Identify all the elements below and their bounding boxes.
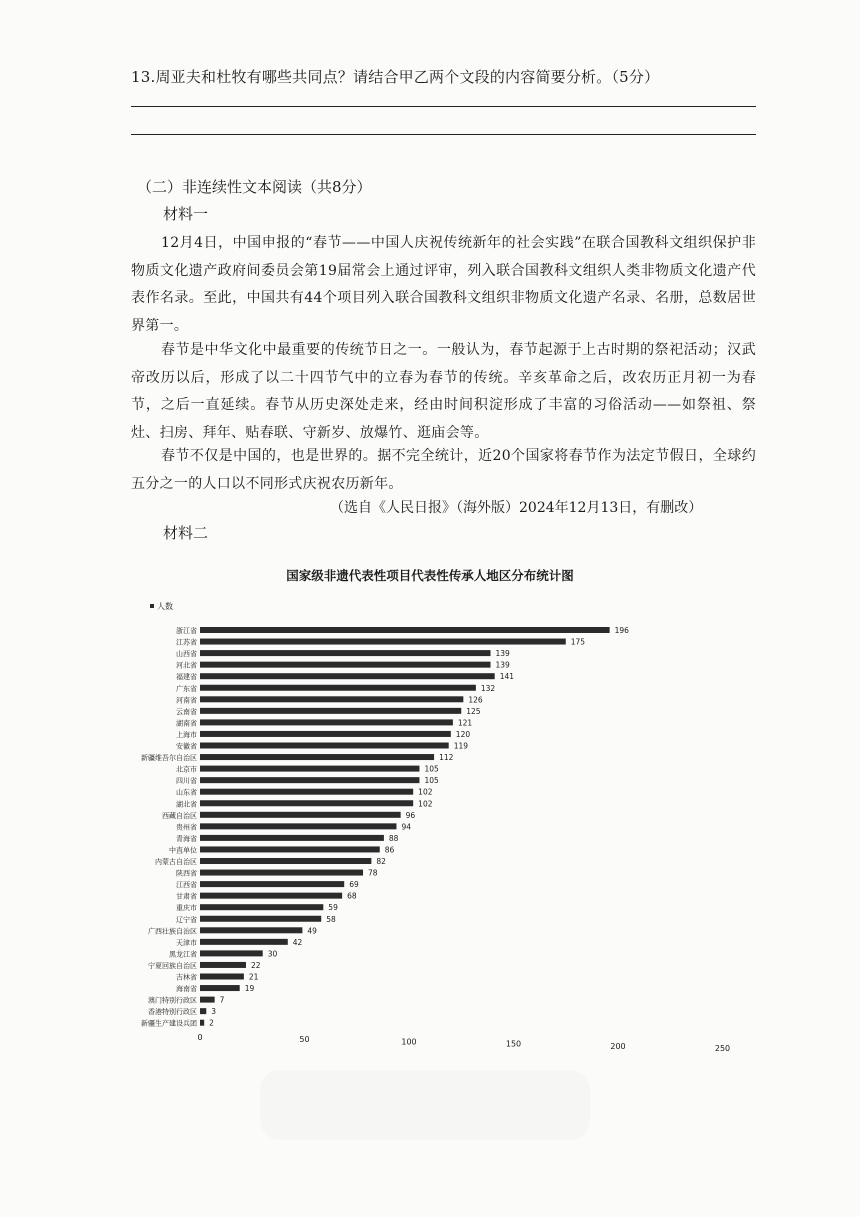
- bar: [200, 835, 384, 841]
- category-label: 宁夏回族自治区: [148, 961, 197, 970]
- bar: [200, 754, 434, 760]
- x-tick-label: 0: [197, 1033, 203, 1042]
- question-13: 13.周亚夫和杜牧有哪些共同点？请结合甲乙两个文段的内容简要分析。（5分）: [131, 68, 660, 86]
- chart-title: 国家级非遗代表性项目代表性传承人地区分布统计图: [286, 568, 574, 583]
- data-label: 82: [376, 857, 386, 866]
- x-tick-label: 100: [401, 1037, 417, 1047]
- bar: [200, 719, 453, 725]
- x-tick-label: 250: [714, 1044, 731, 1053]
- category-label: 云南省: [176, 707, 197, 716]
- bar: [200, 858, 371, 864]
- data-label: 112: [439, 753, 454, 763]
- paragraph-1: 12月4日，中国申报的“春节——中国人庆祝传统新年的社会实践”在联合国教科文组织保护非物质文化遗产政府间委员会第19届常会上通过评审，列入联合国教科文组织人类非物质文化遗产代表作名录。至此，中国共有44个项目列入联合国教科文组织非物质文化遗产名录、名册，总数居世界第一。: [131, 235, 756, 334]
- legend-label: 人数: [157, 602, 173, 611]
- category-label: 天津市: [176, 938, 197, 947]
- bar: [200, 939, 288, 945]
- category-label: 西藏自治区: [162, 811, 197, 820]
- category-label: 香港特别行政区: [148, 1008, 197, 1017]
- bar: [200, 650, 491, 656]
- x-tick-label: 200: [610, 1041, 626, 1051]
- data-label: 120: [455, 729, 471, 739]
- bar: [200, 685, 476, 691]
- data-label: 102: [418, 787, 433, 797]
- category-label: 江西省: [176, 881, 197, 890]
- category-label: 新疆维吾尔自治区: [141, 754, 197, 763]
- category-label: 甘肃省: [176, 892, 197, 901]
- category-label: 贵州省: [176, 823, 197, 832]
- bar: [200, 789, 413, 795]
- bar: [200, 997, 215, 1003]
- data-label: 30: [267, 949, 278, 959]
- data-label: 78: [368, 868, 378, 878]
- bar: [200, 904, 323, 910]
- category-label: 四川省: [176, 777, 197, 786]
- bar: [200, 881, 344, 887]
- x-tick-label: 50: [299, 1035, 310, 1045]
- bar: [200, 962, 246, 968]
- bar: [200, 777, 419, 783]
- category-label: 青海省: [176, 834, 197, 843]
- data-label: 121: [457, 718, 473, 728]
- data-label: 119: [453, 741, 469, 751]
- bar: [200, 950, 263, 956]
- data-label: 139: [495, 660, 510, 670]
- data-label: 105: [424, 776, 439, 786]
- bar: [200, 627, 610, 633]
- bar: [200, 823, 396, 829]
- category-label: 内蒙古自治区: [155, 858, 197, 866]
- bar: [200, 916, 321, 922]
- data-label: 59: [328, 903, 338, 913]
- bar: [200, 662, 491, 668]
- bar: [200, 743, 449, 749]
- category-label: 江苏省: [176, 638, 197, 647]
- data-label: 86: [384, 845, 395, 855]
- data-label: 125: [466, 706, 481, 716]
- data-label: 49: [307, 926, 317, 936]
- data-label: 88: [388, 833, 399, 843]
- category-label: 湖南省: [176, 719, 197, 728]
- data-label: 68: [347, 891, 357, 901]
- material-1-label: 材料一: [163, 205, 209, 223]
- category-label: 湖北省: [176, 800, 197, 809]
- bar: [200, 673, 495, 679]
- bar: [200, 1020, 204, 1026]
- data-label: 126: [468, 695, 483, 705]
- category-label: 吉林省: [176, 973, 197, 982]
- data-label: 102: [418, 799, 433, 809]
- bar: [200, 696, 463, 702]
- paragraph-3: 春节不仅是中国的，也是世界的。据不完全统计，近20个国家将春节作为法定节假日，全球约五分之一的人口以不同形式庆祝农历新年。: [131, 448, 756, 492]
- bar: [200, 927, 302, 933]
- bar: [200, 893, 342, 899]
- data-label: 139: [495, 649, 510, 659]
- source-citation: （选自《人民日报》（海外版）2024年12月13日，有删改）: [330, 500, 703, 516]
- data-label: 42: [292, 937, 303, 947]
- category-label: 安徽省: [176, 742, 197, 751]
- category-label: 山东省: [176, 788, 197, 797]
- data-label: 96: [405, 810, 416, 820]
- category-label: 福建省: [176, 673, 197, 682]
- x-tick-label: 150: [505, 1039, 522, 1049]
- bar: [200, 985, 240, 991]
- data-label: 105: [424, 764, 439, 774]
- data-label: 94: [401, 822, 412, 832]
- data-label: 21: [248, 972, 259, 982]
- section-title: （二）非连续性文本阅读（共8分）: [137, 178, 372, 196]
- data-label: 2: [209, 1018, 214, 1028]
- data-label: 69: [349, 880, 359, 890]
- paragraph-2: 春节是中华文化中最重要的传统节日之一。一般认为，春节起源于上古时期的祭祀活动；汉武帝改历以后，形成了以二十四节气中的立春为春节的传统。辛亥革命之后，改农历正月初一为春节，之后一直延续。春节从历史深处走来，经由时间积淀形成了丰富的习俗活动——如祭祖、祭灶、扫房、拜年、贴春联、守新岁、放爆竹、逛庙会等。: [131, 342, 756, 441]
- bar: [200, 731, 451, 737]
- data-label: 22: [250, 960, 261, 970]
- category-label: 中直单位: [169, 846, 197, 855]
- category-label: 山西省: [176, 650, 197, 659]
- category-label: 河北省: [176, 661, 197, 670]
- bar: [200, 639, 566, 645]
- data-label: 3: [211, 1007, 217, 1017]
- data-label: 58: [326, 914, 336, 924]
- legend-swatch: [150, 604, 154, 608]
- bar: [200, 800, 413, 806]
- category-label: 澳门特别行政区: [148, 996, 197, 1005]
- material-2-label: 材料二: [163, 524, 209, 542]
- category-label: 新疆生产建设兵团: [141, 1019, 197, 1028]
- data-label: 132: [480, 683, 496, 693]
- category-label: 上海市: [176, 730, 197, 739]
- bar: [200, 974, 244, 980]
- bar: [200, 708, 461, 714]
- category-label: 辽宁省: [176, 915, 197, 924]
- bar: [200, 766, 419, 772]
- bar: [200, 812, 401, 818]
- data-label: 175: [570, 637, 586, 647]
- bar: [200, 846, 380, 852]
- category-label: 广东省: [176, 684, 197, 693]
- bar: [200, 1008, 206, 1014]
- bar: [200, 870, 363, 876]
- category-label: 广西壮族自治区: [148, 927, 197, 936]
- category-label: 河南省: [176, 696, 197, 705]
- data-label: 141: [499, 672, 515, 682]
- category-label: 浙江省: [176, 627, 197, 635]
- data-label: 196: [614, 626, 629, 635]
- category-label: 陕西省: [176, 869, 197, 878]
- category-label: 海南省: [176, 985, 197, 994]
- data-label: 7: [219, 995, 225, 1005]
- data-label: 19: [244, 984, 255, 994]
- category-label: 北京市: [176, 765, 197, 774]
- category-label: 黑龙江省: [169, 950, 197, 959]
- category-label: 重庆市: [176, 904, 197, 913]
